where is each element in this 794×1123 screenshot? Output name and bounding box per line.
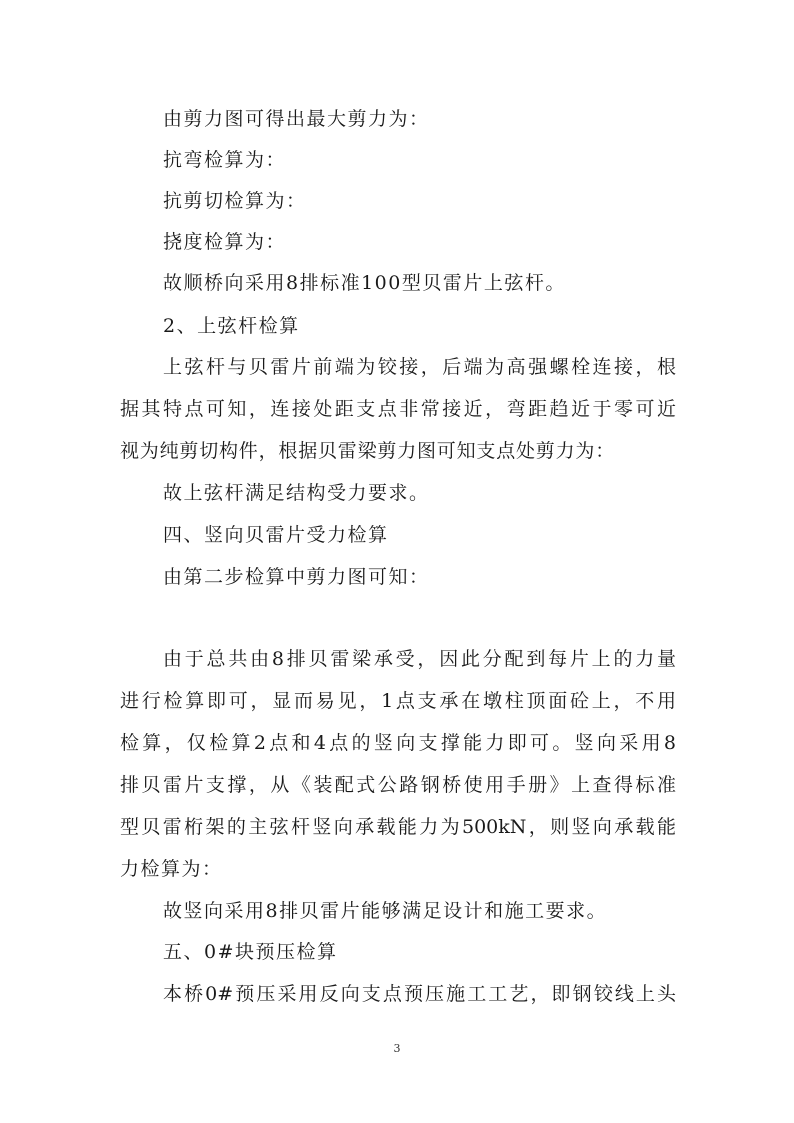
paragraph-line: 视为纯剪切构件，根据贝雷梁剪力图可知支点处剪力为： [120, 440, 616, 462]
paragraph-line: 由剪力图可得出最大剪力为： [163, 108, 430, 130]
paragraph-line: 力检算为： [120, 858, 223, 880]
paragraph-line: 型贝雷桁架的主弦杆竖向承载能力为500kN，则竖向承载能 [120, 816, 676, 838]
page-number: 3 [393, 1042, 401, 1055]
paragraph-line: 故上弦杆满足结构受力要求。 [163, 482, 430, 504]
paragraph-line: 排贝雷片支撑，从《装配式公路钢桥使用手册》上查得标准 [120, 774, 676, 796]
paragraph-line: 由于总共由8排贝雷梁承受，因此分配到每片上的力量 [163, 648, 676, 670]
paragraph-line: 检算，仅检算2点和4点的竖向支撑能力即可。竖向采用8 [120, 732, 676, 754]
paragraph-line: 抗剪切检算为： [163, 190, 307, 212]
section-heading: 四、竖向贝雷片受力检算 [163, 524, 389, 546]
paragraph-line: 故竖向采用8排贝雷片能够满足设计和施工要求。 [163, 900, 608, 922]
paragraph-line: 进行检算即可，显而易见，1点支承在墩柱顶面砼上，不用 [120, 690, 676, 712]
paragraph-line: 由第二步检算中剪力图可知： [163, 566, 430, 588]
paragraph-line: 上弦杆与贝雷片前端为铰接，后端为高强螺栓连接，根 [163, 356, 676, 378]
section-heading: 2、上弦杆检算 [163, 315, 300, 337]
paragraph-line: 本桥0#预压采用反向支点预压施工工艺，即钢铰线上头 [163, 983, 676, 1005]
paragraph-line: 据其特点可知，连接处距支点非常接近，弯距趋近于零可近 [120, 398, 676, 420]
paragraph-line: 故顺桥向采用8排标准100型贝雷片上弦杆。 [163, 272, 566, 294]
paragraph-line: 挠度检算为： [163, 231, 287, 253]
section-heading: 五、0#块预压检算 [163, 941, 338, 963]
paragraph-line: 抗弯检算为： [163, 149, 287, 171]
